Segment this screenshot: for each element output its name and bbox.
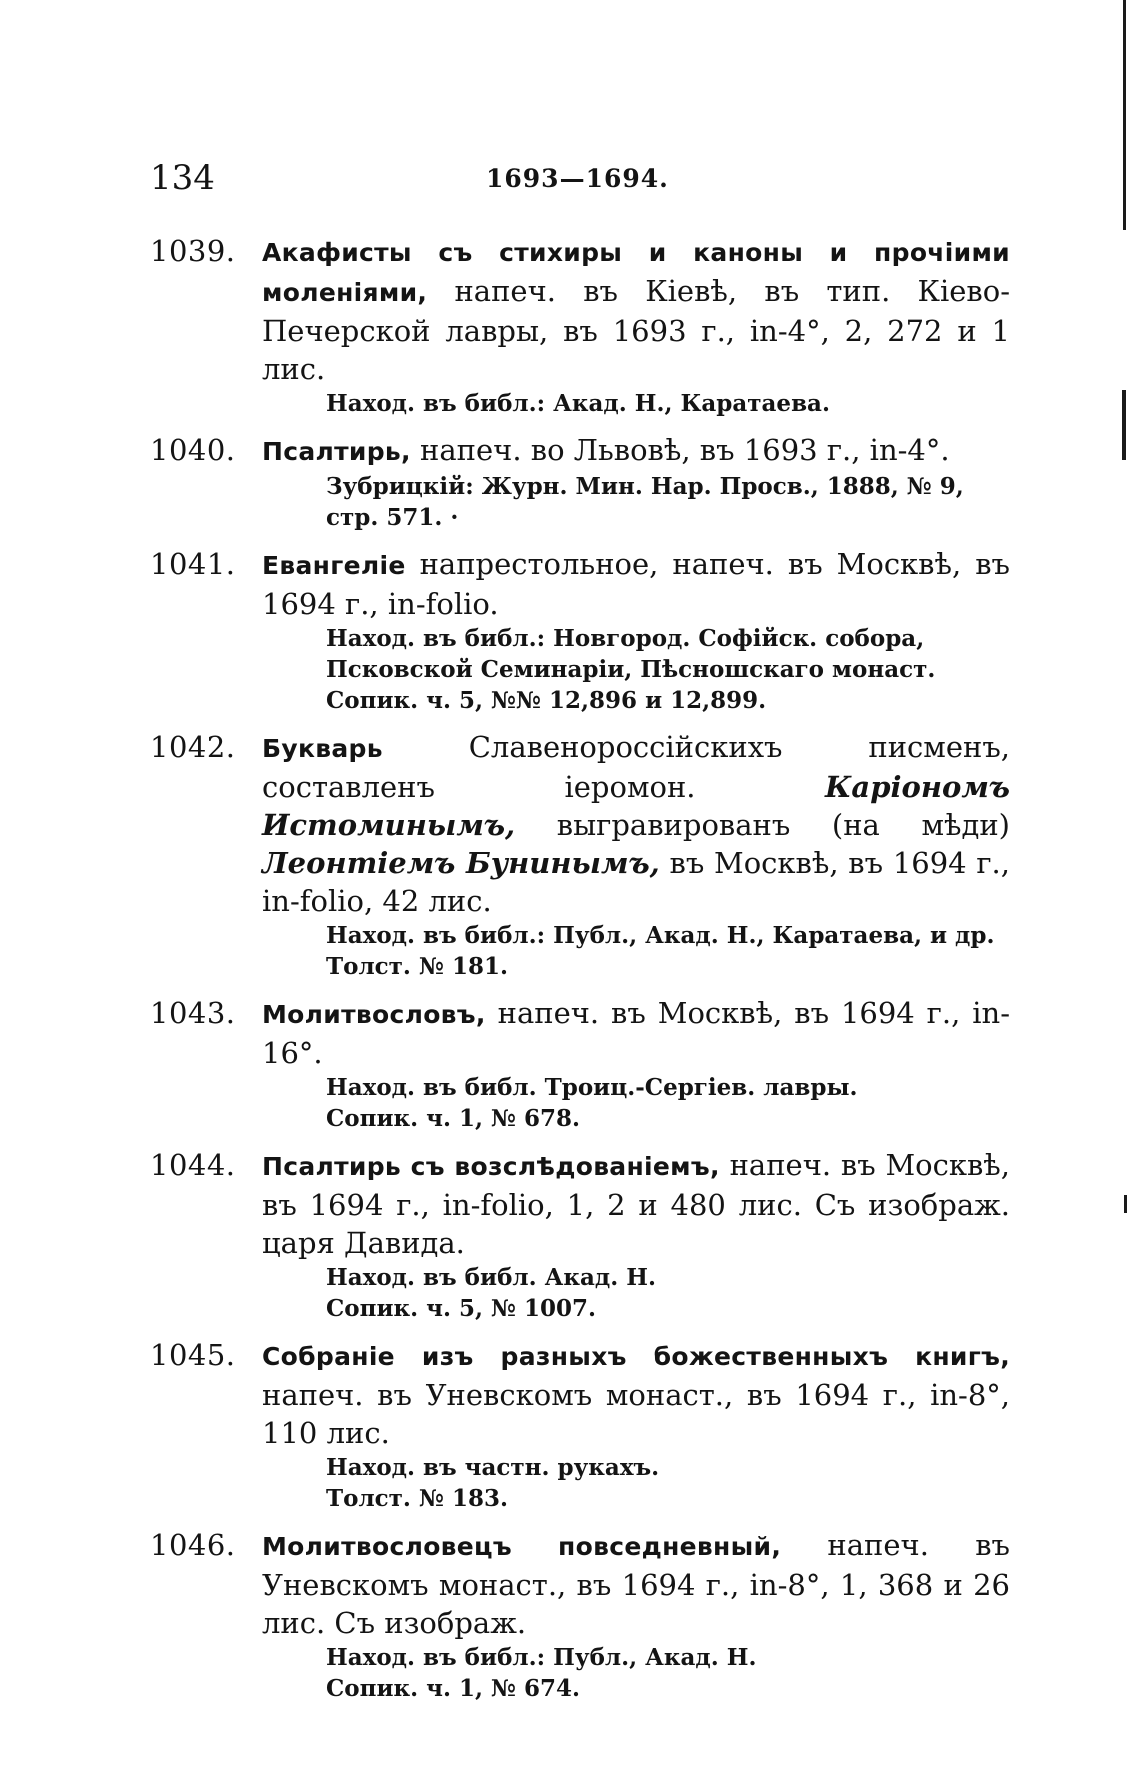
bibliography-entry bbox=[150, 1336, 1010, 1514]
bibliography-entry bbox=[150, 1526, 1010, 1704]
entry-number: 1046. bbox=[150, 1528, 236, 1562]
bibliography-entry bbox=[150, 1146, 1010, 1324]
entry-text: напеч. въ Уневскомъ монаст., въ 1694 г., in-8°, 1, 368 и 26 лис. Съ изображ. bbox=[262, 1528, 1010, 1640]
entry-note: Наход. въ частн. рукахъ. bbox=[326, 1454, 660, 1481]
page-edge-mark bbox=[1122, 390, 1126, 460]
entry-description bbox=[262, 1336, 1010, 1452]
entry-note: Наход. въ библ.: Публ., Акад. Н., Каратаева, и др. bbox=[326, 922, 995, 949]
entry-description bbox=[262, 232, 1010, 388]
bibliography-entry bbox=[150, 728, 1010, 982]
entry-text: напеч. въ Уневскомъ монаст., въ 1694 г., in-8°, 110 лис. bbox=[262, 1378, 1010, 1450]
entry-number: 1045. bbox=[150, 1338, 236, 1372]
entry-person-name: Леонтіемъ Бунинымъ, bbox=[262, 846, 660, 880]
entry-number: 1040. bbox=[150, 433, 236, 467]
entry-note: Наход. въ библ.: Публ., Акад. Н. bbox=[326, 1644, 757, 1671]
bibliography-entry bbox=[150, 232, 1010, 419]
entry-description bbox=[262, 994, 1010, 1072]
entry-description bbox=[262, 545, 1010, 623]
entry-description bbox=[262, 728, 1010, 920]
entry-title: Собраніе изъ разныхъ божественныхъ книгъ, bbox=[262, 1342, 1010, 1371]
entry-note: Зубрицкій: Журн. Мин. Нар. Просв., 1888, № 9, стр. 571. · bbox=[326, 473, 964, 531]
entry-note: Сопик. ч. 5, №№ 12,896 и 12,899. bbox=[326, 687, 767, 714]
page-edge-mark bbox=[1123, 0, 1126, 230]
entry-title: Псалтирь съ возслѣдованіемъ, bbox=[262, 1152, 720, 1181]
page-edge-mark bbox=[1124, 1195, 1127, 1213]
entry-text: въ Москвѣ, въ 1694 г., in-folio, 42 лис. bbox=[262, 846, 1010, 918]
entry-number: 1039. bbox=[150, 234, 236, 268]
entry-text: выгравированъ (на мѣди) bbox=[515, 808, 1010, 842]
entry-title: Псалтирь, bbox=[262, 437, 411, 466]
bibliography-entry bbox=[150, 545, 1010, 716]
entry-text: напеч. въ Москвѣ, въ 1694 г., in-folio, 1, 2 и 480 лис. Съ изображ. царя Давида. bbox=[262, 1148, 1010, 1260]
entry-title: Букварь bbox=[262, 734, 383, 763]
entry-list bbox=[150, 232, 1010, 1716]
bibliography-entry bbox=[150, 431, 1010, 533]
entry-text: напеч. въ Москвѣ, въ 1694 г., in-16°. bbox=[262, 996, 1010, 1070]
entry-text: напеч. въ Кіевѣ, въ тип. Кіево-Печерской лавры, въ 1693 г., in-4°, 2, 272 и 1 лис. bbox=[262, 274, 1010, 386]
entry-note: Сопик. ч. 1, № 674. bbox=[326, 1675, 581, 1702]
entry-description bbox=[262, 1526, 1010, 1642]
entry-text: напрестольное, напеч. въ Москвѣ, въ 1694 г., in-folio. bbox=[262, 547, 1010, 621]
running-title-years: 1693—1694. bbox=[486, 164, 669, 193]
entry-title: Молитвословецъ повседневный, bbox=[262, 1532, 782, 1561]
entry-number: 1044. bbox=[150, 1148, 236, 1182]
entry-note: Наход. въ библ. Акад. Н. bbox=[326, 1264, 656, 1291]
entry-note: Толст. № 181. bbox=[326, 953, 508, 980]
entry-description bbox=[262, 431, 1010, 471]
entry-title: Евангеліе bbox=[262, 551, 406, 580]
entry-text: Славенороссійскихъ писменъ, составленъ іеромон. bbox=[262, 730, 1010, 804]
entry-description bbox=[262, 1146, 1010, 1262]
entry-note: Наход. въ библ. Троиц.-Сергіев. лавры. bbox=[326, 1074, 858, 1101]
entry-number: 1042. bbox=[150, 730, 236, 764]
entry-person-name: Каріономъ Истоминымъ, bbox=[262, 770, 1010, 842]
bibliography-entry bbox=[150, 994, 1010, 1134]
entry-number: 1041. bbox=[150, 547, 236, 581]
entry-note: Наход. въ библ.: Акад. Н., Каратаева. bbox=[326, 390, 830, 417]
entry-title: Молитвословъ, bbox=[262, 1000, 486, 1029]
entry-number: 1043. bbox=[150, 996, 236, 1030]
entry-note: Сопик. ч. 1, № 678. bbox=[326, 1105, 581, 1132]
entry-note: Толст. № 183. bbox=[326, 1485, 508, 1512]
entry-text: напеч. во Львовѣ, въ 1693 г., in-4°. bbox=[410, 433, 950, 467]
entry-note: Наход. въ библ.: Новгород. Софійск. собора, Псковской Семинаріи, Пѣсношскаго монаст. bbox=[326, 625, 936, 683]
entry-note: Сопик. ч. 5, № 1007. bbox=[326, 1295, 597, 1322]
page-number: 134 bbox=[150, 158, 215, 198]
entry-title: Акафисты съ стихиры и каноны и прочіими моленіями, bbox=[262, 238, 1010, 307]
running-header bbox=[150, 158, 1030, 198]
